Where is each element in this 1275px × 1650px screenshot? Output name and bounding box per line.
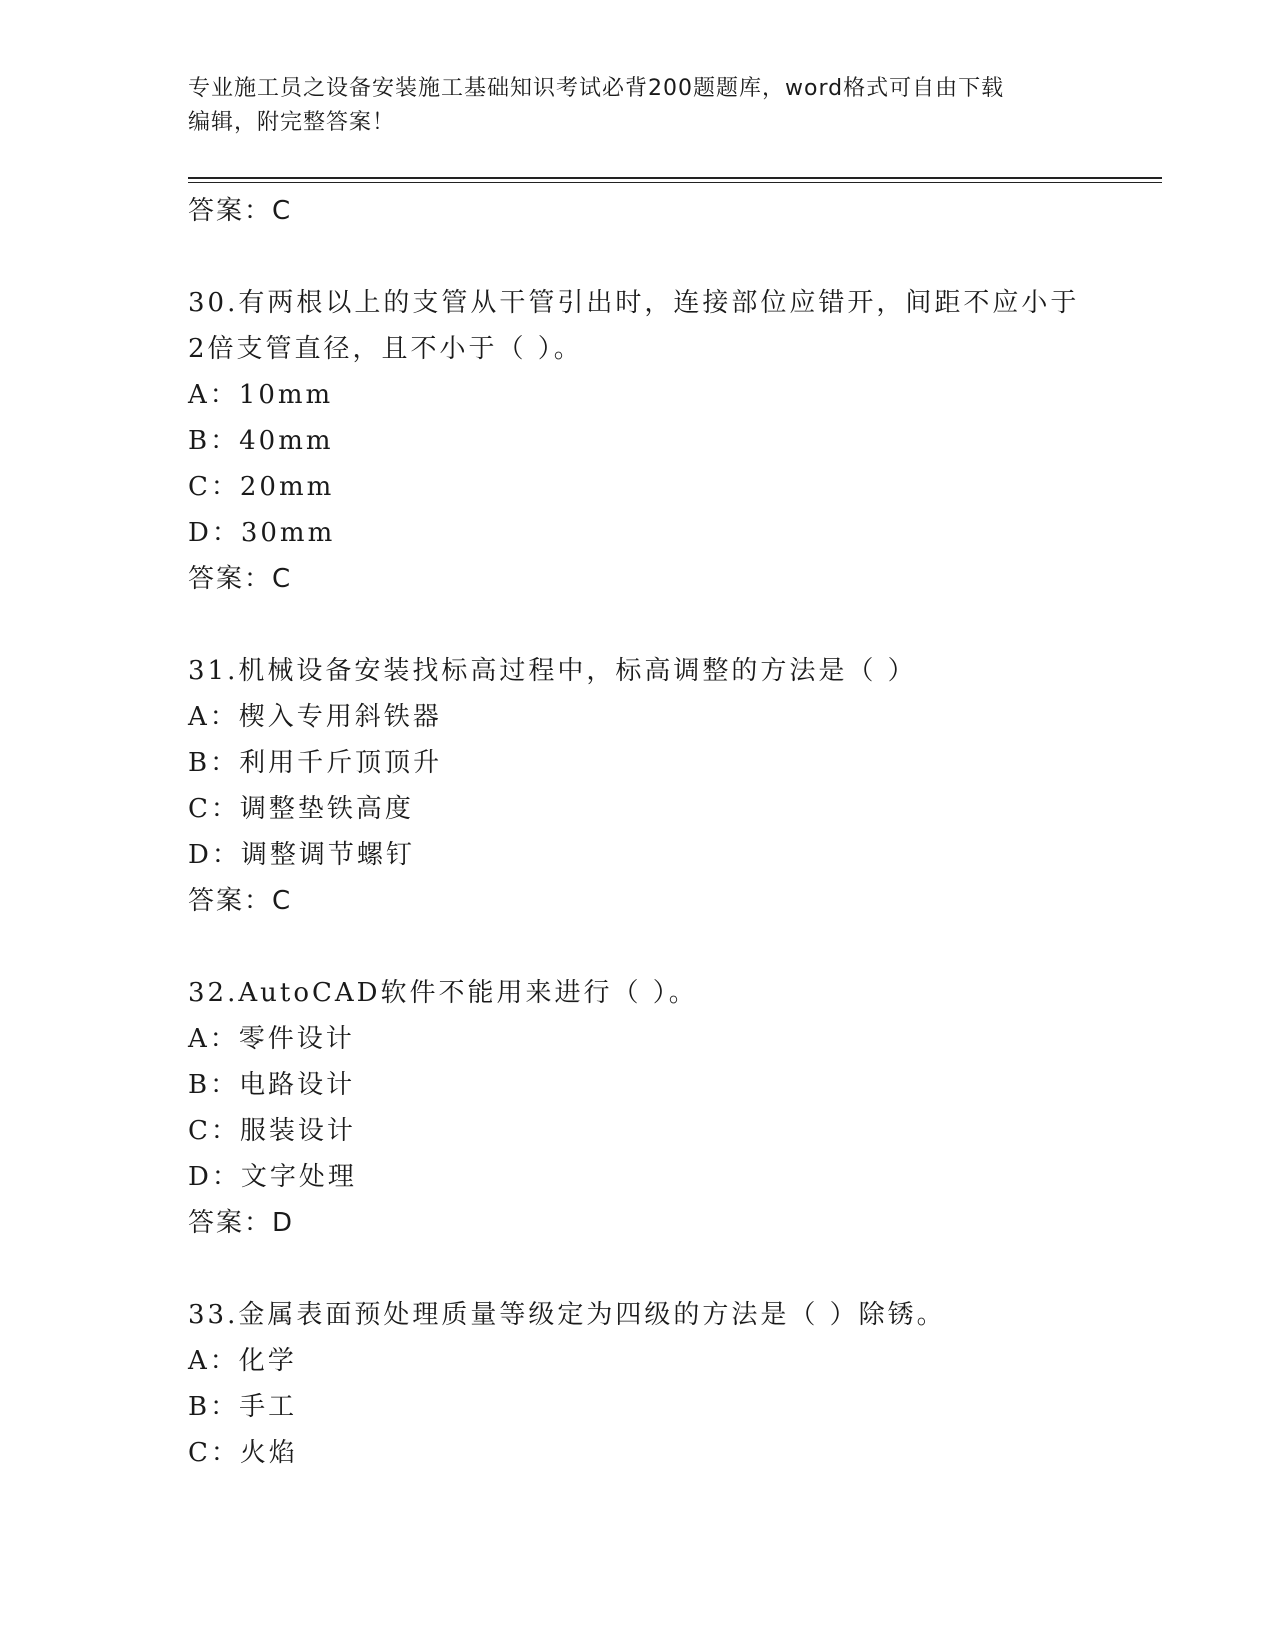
question-stem: 31.机械设备安装找标高过程中，标高调整的方法是（ ） xyxy=(188,656,917,686)
answer-line: 答案：C xyxy=(188,564,293,594)
option-a: A：10mm xyxy=(188,380,334,410)
option-c: C：服装设计 xyxy=(188,1116,356,1146)
header-line-2: 编辑，附完整答案！ xyxy=(188,110,396,135)
answer-line: 答案：C xyxy=(188,886,293,916)
document-header xyxy=(188,72,1068,140)
header-rule-thin xyxy=(188,182,1162,183)
option-d: D：调整调节螺钉 xyxy=(188,840,415,870)
answer-line: 答案：C xyxy=(188,196,293,226)
option-a: A：零件设计 xyxy=(188,1024,355,1054)
option-b: B：利用千斤顶顶升 xyxy=(188,748,443,778)
option-c: C：20mm xyxy=(188,472,335,502)
question-stem: 32.AutoCAD软件不能用来进行（ ）。 xyxy=(188,978,698,1008)
option-b: B：电路设计 xyxy=(188,1070,356,1100)
question-stem: 30.有两根以上的支管从干管引出时，连接部位应错开，间距不应小于 xyxy=(188,288,1080,318)
question-30 xyxy=(188,280,1168,602)
option-a: A：楔入专用斜铁器 xyxy=(188,702,442,732)
question-31 xyxy=(188,648,1168,924)
option-a: A：化学 xyxy=(188,1346,297,1376)
option-c: C：调整垫铁高度 xyxy=(188,794,414,824)
question-32 xyxy=(188,970,1168,1246)
option-c: C：火焰 xyxy=(188,1438,298,1468)
document-body xyxy=(188,188,1168,1476)
header-line-1: 专业施工员之设备安装施工基础知识考试必背200题题库，word格式可自由下载 xyxy=(188,76,1005,101)
header-rule-thick xyxy=(188,177,1162,179)
question-stem-cont: 2倍支管直径，且不小于（ ）。 xyxy=(188,334,583,364)
option-d: D：文字处理 xyxy=(188,1162,357,1192)
question-stem: 33.金属表面预处理质量等级定为四级的方法是（ ）除锈。 xyxy=(188,1300,946,1330)
question-33 xyxy=(188,1292,1168,1476)
answer-line: 答案：D xyxy=(188,1208,295,1238)
option-b: B：手工 xyxy=(188,1392,298,1422)
option-b: B：40mm xyxy=(188,426,334,456)
option-d: D：30mm xyxy=(188,518,336,548)
